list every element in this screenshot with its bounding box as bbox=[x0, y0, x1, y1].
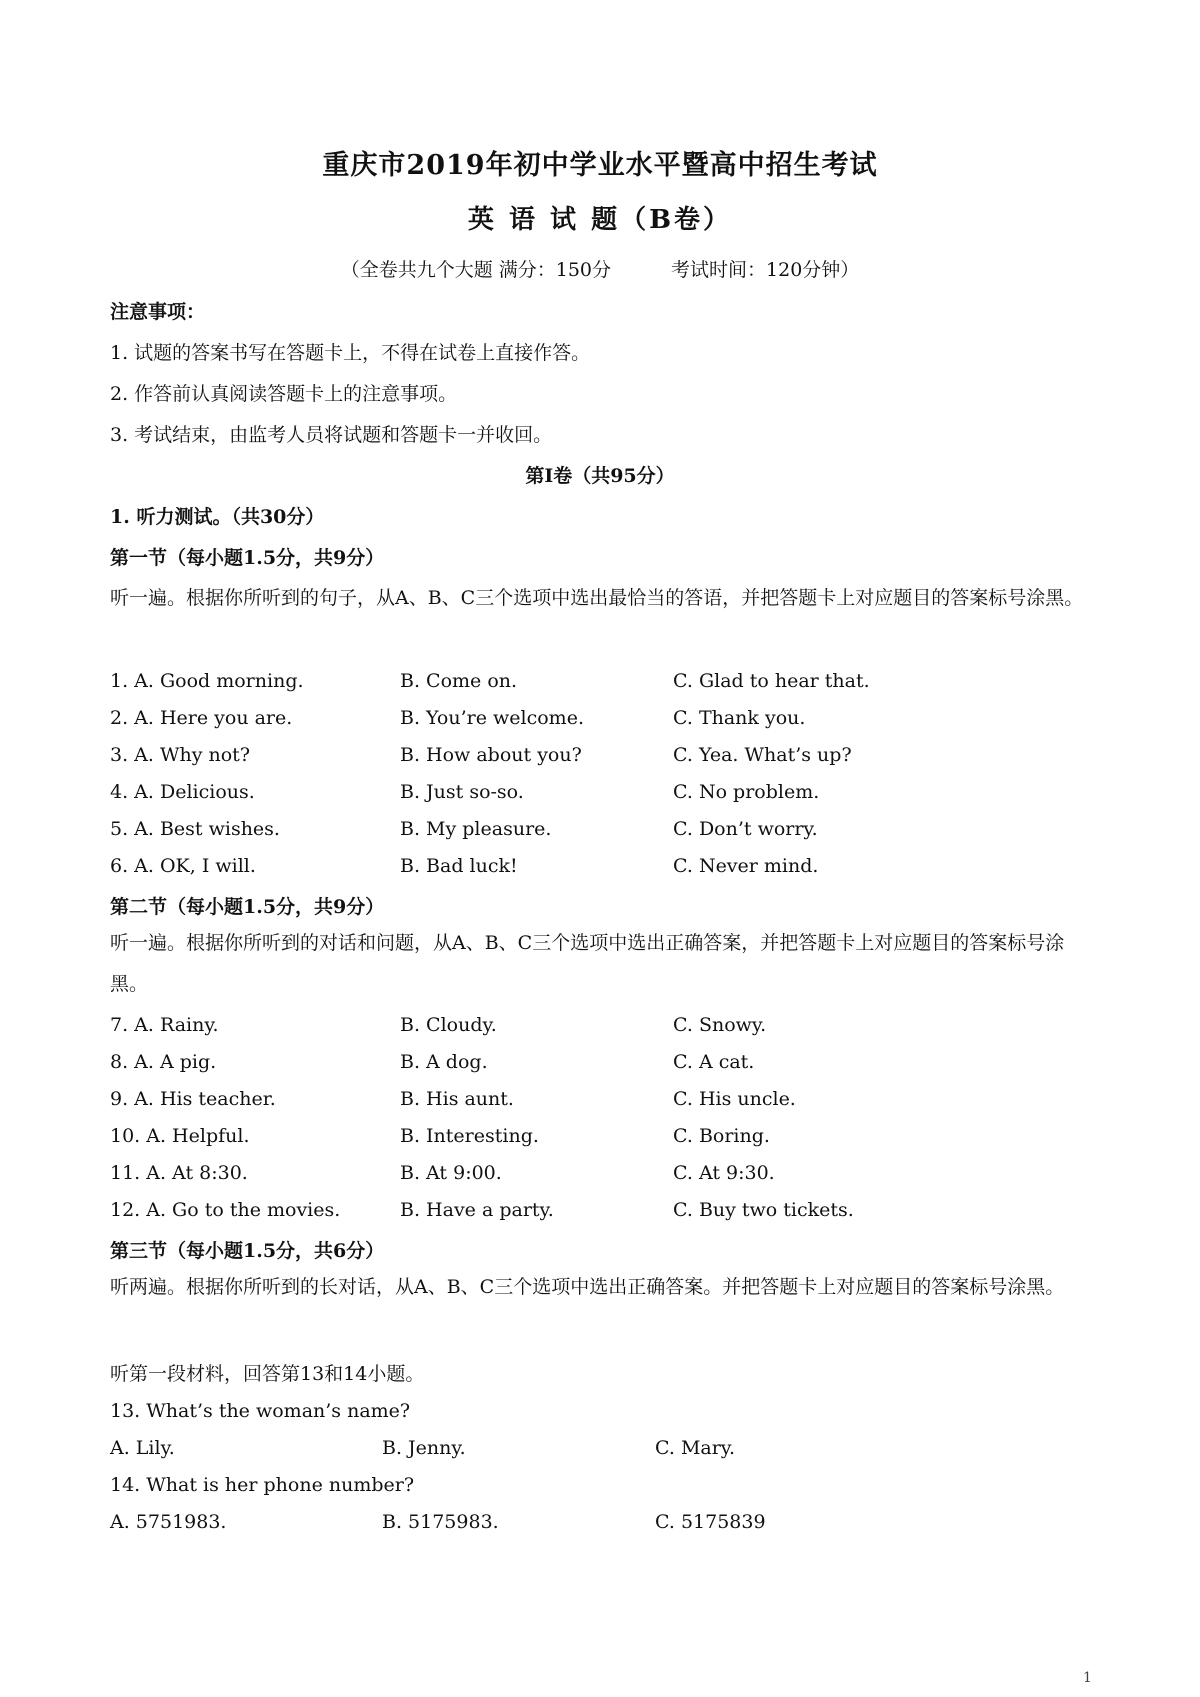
option-b: B. His aunt. bbox=[400, 1088, 514, 1110]
option-b: B. My pleasure. bbox=[400, 818, 552, 840]
option-c: C. Thank you. bbox=[673, 707, 806, 729]
question-row bbox=[110, 707, 1100, 741]
question-text: 14. What is her phone number? bbox=[110, 1474, 415, 1496]
question-row bbox=[110, 1088, 1100, 1122]
option-a: 1. A. Good morning. bbox=[110, 670, 304, 692]
option-c: C. Snowy. bbox=[673, 1014, 767, 1036]
option-b: B. Cloudy. bbox=[400, 1014, 497, 1036]
option-b: B. You’re welcome. bbox=[400, 707, 584, 729]
exam-subtitle: 英 语 试 题（B卷） bbox=[467, 205, 733, 235]
exam-info-time: 考试时间：120分钟） bbox=[671, 259, 860, 281]
option-c: C. Buy two tickets. bbox=[673, 1199, 854, 1221]
question-row bbox=[110, 781, 1100, 815]
section-title: 1. 听力测试。（共30分） bbox=[110, 506, 325, 528]
notes-heading: 注意事项： bbox=[110, 301, 206, 323]
page-number: 1 bbox=[1083, 1670, 1092, 1686]
question-row bbox=[110, 670, 1100, 704]
subsection-instructions: 听两遍。根据你所听到的长对话，从A、B、C三个选项中选出正确答案。并把答题卡上对应题目的答案标号涂黑。 bbox=[110, 1276, 1065, 1298]
option-c: C. A cat. bbox=[673, 1051, 755, 1073]
option-a: 12. A. Go to the movies. bbox=[110, 1199, 341, 1221]
option-a: 7. A. Rainy. bbox=[110, 1014, 219, 1036]
option-a: 9. A. His teacher. bbox=[110, 1088, 276, 1110]
option-b: B. 5175983. bbox=[382, 1511, 499, 1533]
option-c: C. Yea. What’s up? bbox=[673, 744, 852, 766]
note-item: 3. 考试结束，由监考人员将试题和答题卡一并收回。 bbox=[110, 424, 553, 446]
question-row bbox=[110, 1014, 1100, 1048]
note-item: 1. 试题的答案书写在答题卡上，不得在试卷上直接作答。 bbox=[110, 342, 591, 364]
question-row bbox=[110, 1511, 1100, 1545]
option-a: 11. A. At 8:30. bbox=[110, 1162, 248, 1184]
option-b: B. Bad luck! bbox=[400, 855, 518, 877]
question-row bbox=[110, 1125, 1100, 1159]
option-a: 3. A. Why not? bbox=[110, 744, 251, 766]
option-b: B. Just so-so. bbox=[400, 781, 524, 803]
option-c: C. 5175839 bbox=[655, 1511, 766, 1533]
option-c: C. No problem. bbox=[673, 781, 820, 803]
option-b: B. Jenny. bbox=[382, 1437, 466, 1459]
subsection-heading: 第一节（每小题1.5分，共9分） bbox=[110, 547, 385, 569]
option-b: B. How about you? bbox=[400, 744, 582, 766]
option-a: 6. A. OK, I will. bbox=[110, 855, 256, 877]
exam-info bbox=[0, 255, 1200, 282]
option-a: 4. A. Delicious. bbox=[110, 781, 255, 803]
option-c: C. His uncle. bbox=[673, 1088, 796, 1110]
exam-info-score: （全卷共九个大题 满分：150分 bbox=[340, 259, 612, 281]
option-c: C. At 9:30. bbox=[673, 1162, 775, 1184]
question-row bbox=[110, 744, 1100, 778]
option-c: C. Never mind. bbox=[673, 855, 819, 877]
question-row bbox=[110, 1051, 1100, 1085]
option-c: C. Glad to hear that. bbox=[673, 670, 870, 692]
option-c: C. Boring. bbox=[673, 1125, 770, 1147]
option-c: C. Don’t worry. bbox=[673, 818, 818, 840]
option-c: C. Mary. bbox=[655, 1437, 736, 1459]
option-a: 10. A. Helpful. bbox=[110, 1125, 250, 1147]
option-b: B. At 9:00. bbox=[400, 1162, 502, 1184]
question-row bbox=[110, 818, 1100, 852]
option-a: A. 5751983. bbox=[110, 1511, 227, 1533]
part-heading: 第Ⅰ卷（共95分） bbox=[525, 465, 675, 487]
option-a: 5. A. Best wishes. bbox=[110, 818, 280, 840]
option-b: B. Have a party. bbox=[400, 1199, 554, 1221]
note-item: 2. 作答前认真阅读答题卡上的注意事项。 bbox=[110, 383, 458, 405]
exam-title: 重庆市2019年初中学业水平暨高中招生考试 bbox=[322, 150, 878, 181]
material-note: 听第一段材料，回答第13和14小题。 bbox=[110, 1363, 425, 1385]
subsection-instructions: 听一遍。根据你所听到的句子，从A、B、C三个选项中选出最恰当的答语，并把答题卡上对应题目的答案标号涂黑。 bbox=[110, 587, 1084, 609]
subsection-instructions: 听一遍。根据你所听到的对话和问题，从A、B、C三个选项中选出正确答案，并把答题卡上对应题目的答案标号涂黑。 bbox=[110, 932, 1065, 995]
question-row bbox=[110, 855, 1100, 889]
subsection-heading: 第二节（每小题1.5分，共9分） bbox=[110, 896, 385, 918]
option-b: B. A dog. bbox=[400, 1051, 488, 1073]
question-row bbox=[110, 1162, 1100, 1196]
question-text: 13. What’s the woman’s name? bbox=[110, 1400, 411, 1422]
option-b: B. Interesting. bbox=[400, 1125, 539, 1147]
option-a: 2. A. Here you are. bbox=[110, 707, 293, 729]
option-a: A. Lily. bbox=[110, 1437, 175, 1459]
option-a: 8. A. A pig. bbox=[110, 1051, 217, 1073]
subsection-heading: 第三节（每小题1.5分，共6分） bbox=[110, 1240, 385, 1262]
question-row bbox=[110, 1199, 1100, 1233]
question-row bbox=[110, 1437, 1100, 1471]
option-b: B. Come on. bbox=[400, 670, 518, 692]
